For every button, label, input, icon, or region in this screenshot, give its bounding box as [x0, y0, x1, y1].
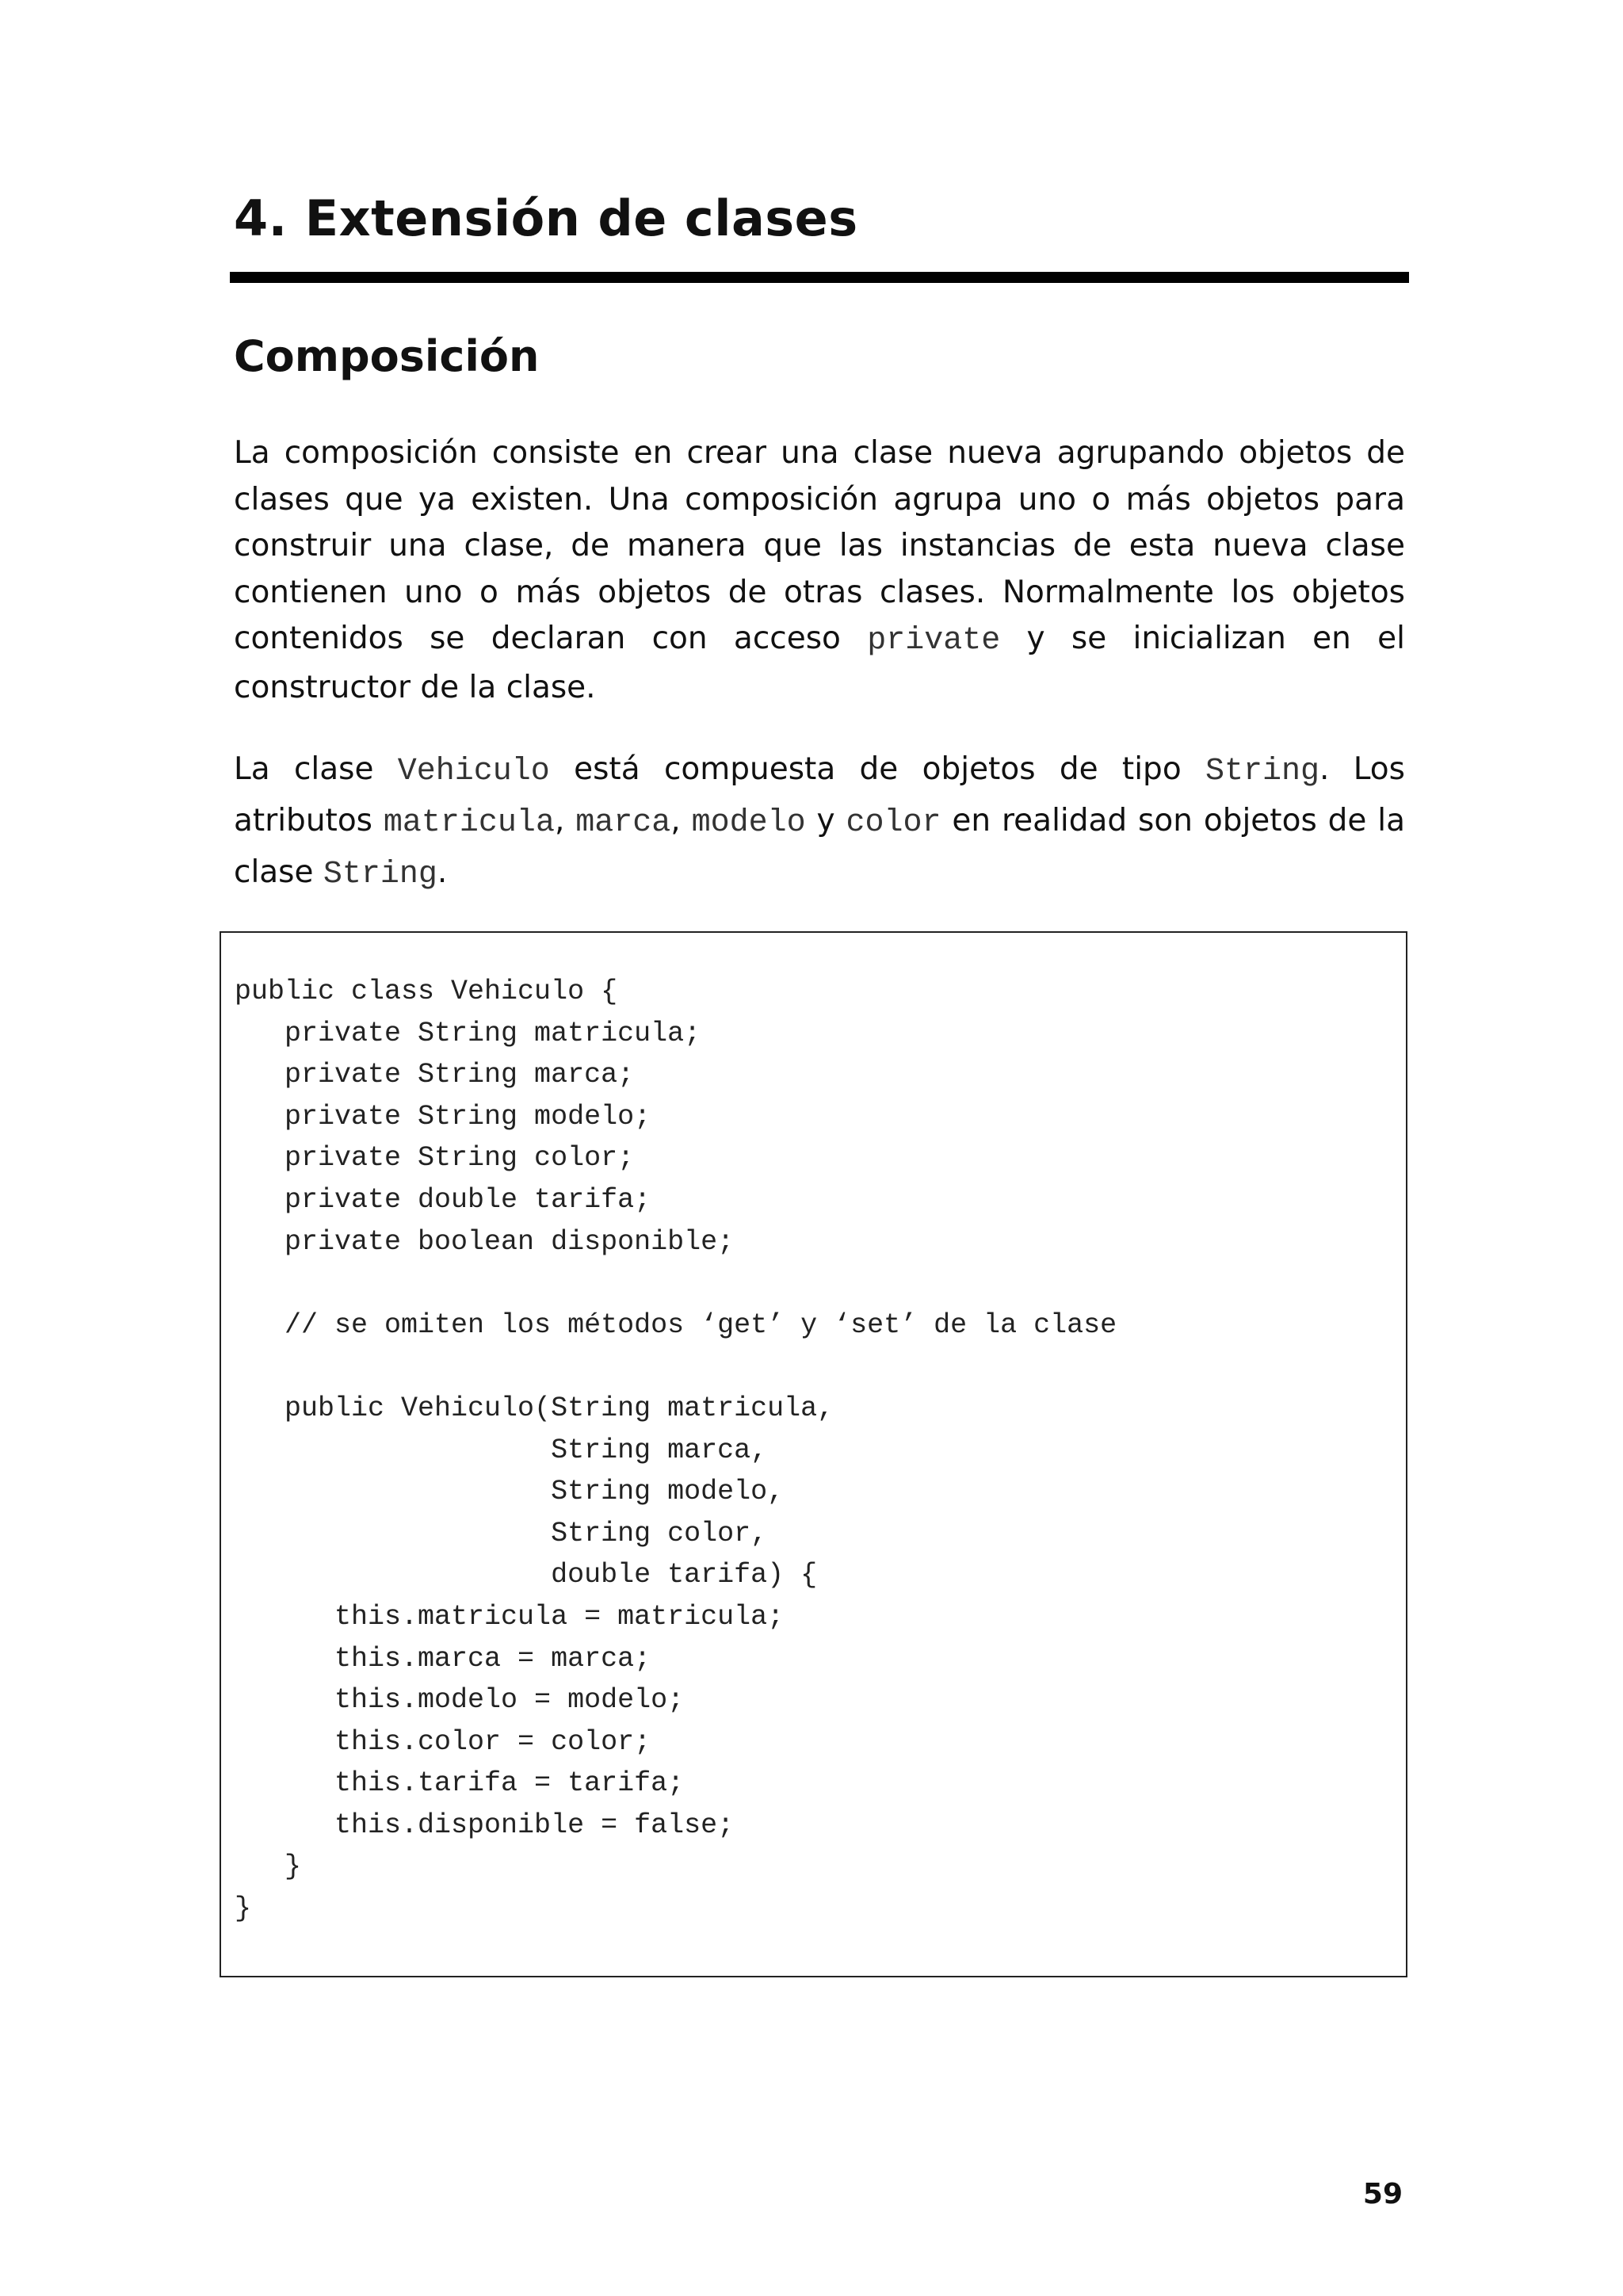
inline-code: String	[1205, 754, 1320, 789]
chapter-title: 4. Extensión de clases	[234, 189, 858, 247]
inline-code: marca	[575, 805, 671, 841]
code-listing: public class Vehiculo { private String matricula; private String marca; private String modelo; private String color; private double tarifa; private boolean disponible; // se omiten los métodos ‘get’ y ‘set’ de la clase public Vehiculo(String matricula, String marca, String modelo, String color, double tarifa) { this.matricula = matricula; this.marca = marca; this.modelo = modelo; this.color = color; this.tarifa = tarifa; this.disponible = false; } }	[235, 976, 1117, 1925]
paragraph-text: y	[805, 803, 846, 839]
paragraph-text: y se inicializan en el constructor de la clase.	[234, 621, 1405, 705]
paragraph-text: ,	[670, 803, 692, 839]
code-listing-box	[220, 931, 1407, 1977]
paragraph-text: en realidad son objetos de la clase	[234, 803, 1406, 890]
paragraph-text: La clase	[234, 751, 398, 787]
paragraph-vehiculo-example	[234, 745, 1405, 900]
paragraph-text: .	[437, 854, 448, 890]
chapter-title-rule	[230, 272, 1409, 283]
paragraph-text: está compuesta de objetos de tipo	[549, 751, 1205, 787]
paragraph-text: . Los atributos	[234, 751, 1405, 839]
paragraph-text: ,	[554, 803, 576, 839]
inline-code: private	[867, 623, 1001, 659]
paragraph-composition-definition	[234, 430, 1405, 711]
page-number: 59	[1362, 2178, 1403, 2210]
inline-code: Vehiculo	[397, 754, 550, 789]
section-title: Composición	[234, 331, 540, 381]
inline-code: color	[846, 805, 941, 841]
inline-code: modelo	[691, 805, 806, 841]
inline-code: matricula	[383, 805, 555, 841]
paragraph-text: La composición consiste en crear una clase nueva agrupando objetos de clases que ya existen. Una composición agrupa uno o más objetos para construir una clase, de manera que las instancias de esta nueva clase contienen uno o más objetos de otras clases. Normalmente los objetos contenidos se declaran con acceso	[234, 435, 1405, 656]
inline-code: String	[323, 857, 437, 892]
